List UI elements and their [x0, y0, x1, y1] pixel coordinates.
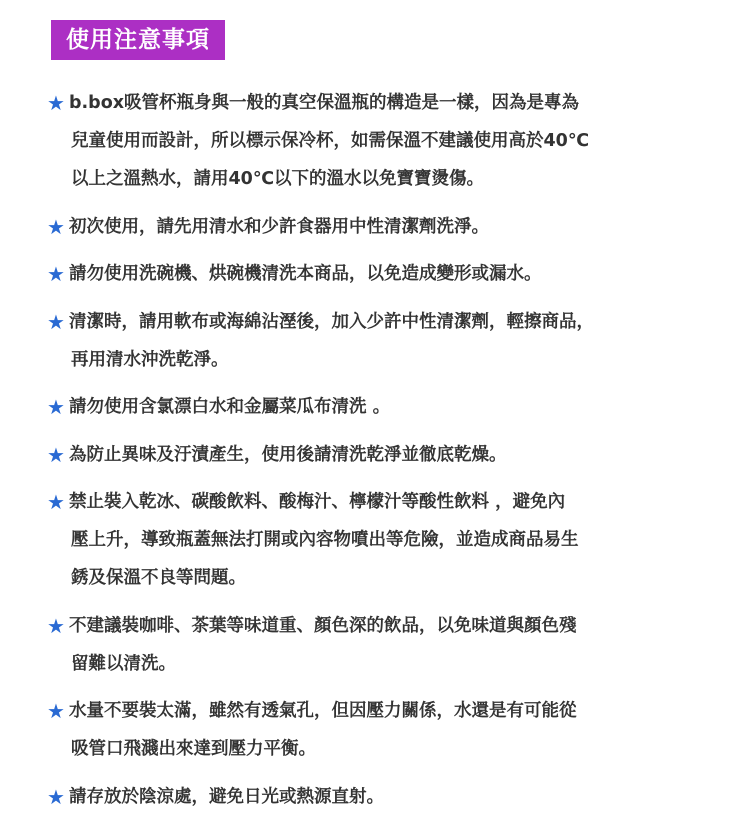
list-item — [47, 84, 737, 198]
list-item — [47, 483, 737, 597]
note-line: b.box吸管杯瓶身與一般的真空保溫瓶的構造是一樣，因為是專為 — [69, 93, 580, 113]
note-line: 再用清水沖洗乾淨。 — [71, 349, 229, 370]
note-line: 水量不要裝太滿，雖然有透氣孔，但因壓力關係，水還是有可能從 — [69, 701, 577, 721]
list-item — [47, 692, 737, 768]
note-line: 禁止裝入乾冰、碳酸飲料、酸梅汁、檸檬汁等酸性飲料 ，避免內 — [69, 492, 566, 512]
note-text — [69, 255, 737, 293]
star-icon: ★ — [47, 784, 65, 809]
list-item — [47, 778, 737, 816]
note-text — [69, 778, 737, 816]
note-text — [69, 483, 737, 597]
note-line: 銹及保溫不良等問題。 — [71, 568, 246, 588]
star-icon: ★ — [47, 442, 65, 467]
note-line: 請勿使用含氯漂白水和金屬菜瓜布清洗 。 — [69, 397, 391, 417]
note-line: 壓上升，導致瓶蓋無法打開或內容物噴出等危險，並造成商品易生 — [71, 530, 579, 550]
note-line: 吸管口飛濺出來達到壓力平衡。 — [71, 739, 316, 759]
star-icon: ★ — [47, 309, 65, 334]
note-text — [69, 303, 737, 379]
list-item — [47, 208, 737, 246]
page-title: 使用注意事項 — [51, 20, 225, 60]
note-line: 留難以清洗。 — [71, 653, 176, 674]
note-text — [69, 388, 737, 426]
note-line: 以上之溫熱水，請用40℃以下的溫水以免寶寶燙傷。 — [71, 169, 485, 189]
star-icon: ★ — [47, 699, 65, 723]
note-line: 請勿使用洗碗機、烘碗機清洗本商品，以免造成變形或漏水。 — [69, 264, 542, 284]
star-icon: ★ — [47, 214, 65, 239]
note-text — [69, 692, 737, 768]
star-icon: ★ — [47, 91, 65, 115]
list-item — [47, 436, 737, 474]
list-item — [47, 303, 737, 379]
note-line: 清潔時，請用軟布或海綿沾溼後，加入少許中性清潔劑，輕擦商品， — [69, 311, 594, 332]
star-icon: ★ — [47, 613, 65, 638]
star-icon: ★ — [47, 395, 65, 419]
list-item — [47, 255, 737, 293]
note-line: 不建議裝咖啡、茶葉等味道重、顏色深的飲品，以免味道與顏色殘 — [69, 615, 577, 636]
note-text — [69, 84, 737, 198]
note-line: 為防止異味及汙漬產生，使用後請清洗乾淨並徹底乾燥。 — [69, 444, 507, 465]
star-icon: ★ — [47, 490, 65, 514]
note-line: 請存放於陰涼處，避免日光或熱源直射。 — [69, 786, 384, 807]
list-item — [47, 607, 737, 683]
star-icon: ★ — [47, 262, 65, 286]
notes-list — [47, 84, 737, 825]
list-item — [47, 388, 737, 426]
note-line: 兒童使用而設計，所以標示保冷杯，如需保溫不建議使用高於40℃ — [71, 131, 590, 151]
note-text — [69, 607, 737, 683]
note-text — [69, 208, 737, 246]
note-line: 初次使用，請先用清水和少許食器用中性清潔劑洗淨。 — [69, 216, 489, 237]
note-text — [69, 436, 737, 474]
